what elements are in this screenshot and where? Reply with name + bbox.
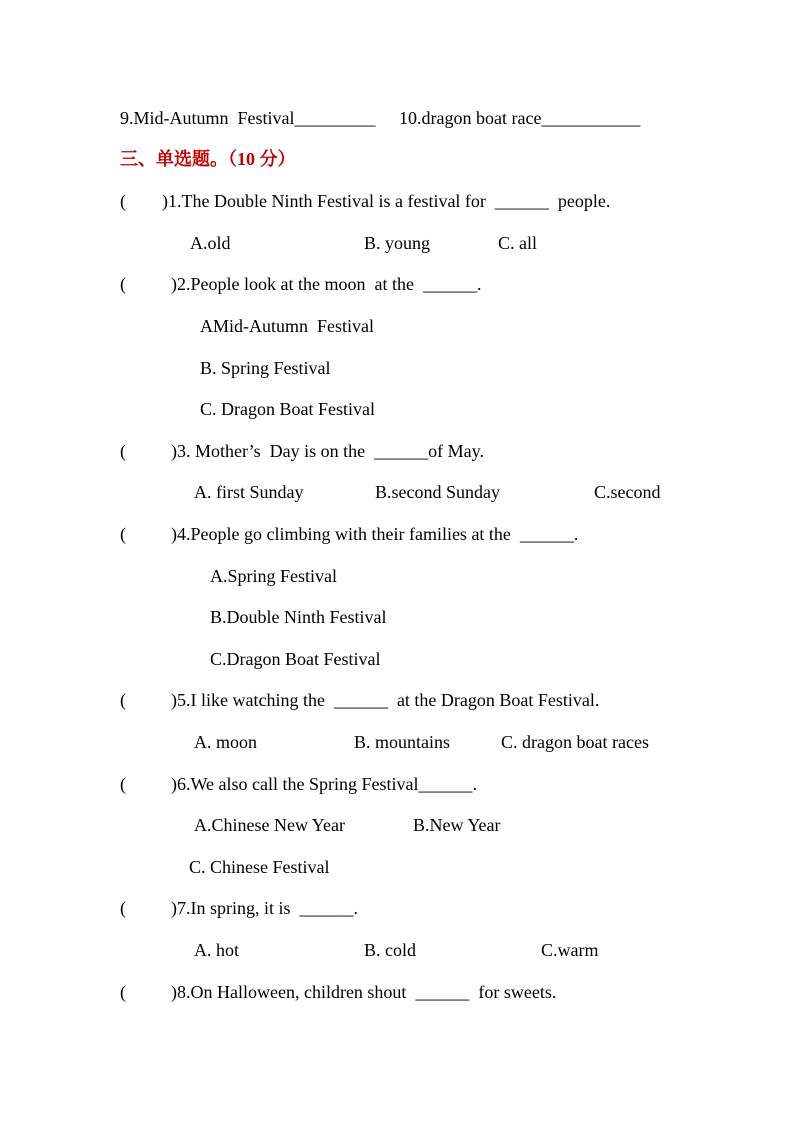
item-9-line: 9.Mid-Autumn Festival_________ — [120, 108, 376, 128]
q4-option-b: B.Double Ninth Festival — [210, 607, 387, 627]
section-title: 三、单选题。（10 分） — [120, 149, 296, 169]
q3-option-c: C.second — [594, 482, 661, 502]
q7-option-b: B. cold — [364, 940, 416, 960]
question-3-stem: ( )3. Mother’s Day is on the ______of May. — [120, 441, 484, 461]
q7-option-a: A. hot — [194, 940, 239, 960]
question-1-stem: ( )1.The Double Ninth Festival is a festival for ______ people. — [120, 191, 611, 211]
question-7-stem: ( )7.In spring, it is ______. — [120, 898, 358, 918]
q4-option-a: A.Spring Festival — [210, 566, 338, 586]
q6-option-c: C. Chinese Festival — [189, 857, 330, 877]
q5-option-c: C. dragon boat races — [501, 732, 649, 752]
question-4-stem: ( )4.People go climbing with their families at the ______. — [120, 524, 579, 544]
question-6-stem: ( )6.We also call the Spring Festival______. — [120, 774, 477, 794]
q3-option-a: A. first Sunday — [194, 482, 304, 502]
q7-option-c: C.warm — [541, 940, 599, 960]
q5-option-a: A. moon — [194, 732, 257, 752]
q3-option-b: B.second Sunday — [375, 482, 500, 502]
q1-option-b: B. young — [364, 233, 431, 253]
q1-option-a: A.old — [190, 233, 231, 253]
q4-option-c: C.Dragon Boat Festival — [210, 649, 381, 669]
q2-option-b: B. Spring Festival — [200, 358, 331, 378]
q6-option-a: A.Chinese New Year — [194, 815, 345, 835]
q2-option-c: C. Dragon Boat Festival — [200, 399, 375, 419]
q5-option-b: B. mountains — [354, 732, 451, 752]
q1-option-c: C. all — [498, 233, 537, 253]
item-10-line: 10.dragon boat race___________ — [399, 108, 641, 128]
q2-option-a: AMid-Autumn Festival — [200, 316, 374, 336]
question-2-stem: ( )2.People look at the moon at the ______. — [120, 274, 482, 294]
q6-option-b: B.New Year — [413, 815, 501, 835]
question-5-stem: ( )5.I like watching the ______ at the Dragon Boat Festival. — [120, 690, 600, 710]
question-8-stem: ( )8.On Halloween, children shout ______ for sweets. — [120, 982, 557, 1002]
